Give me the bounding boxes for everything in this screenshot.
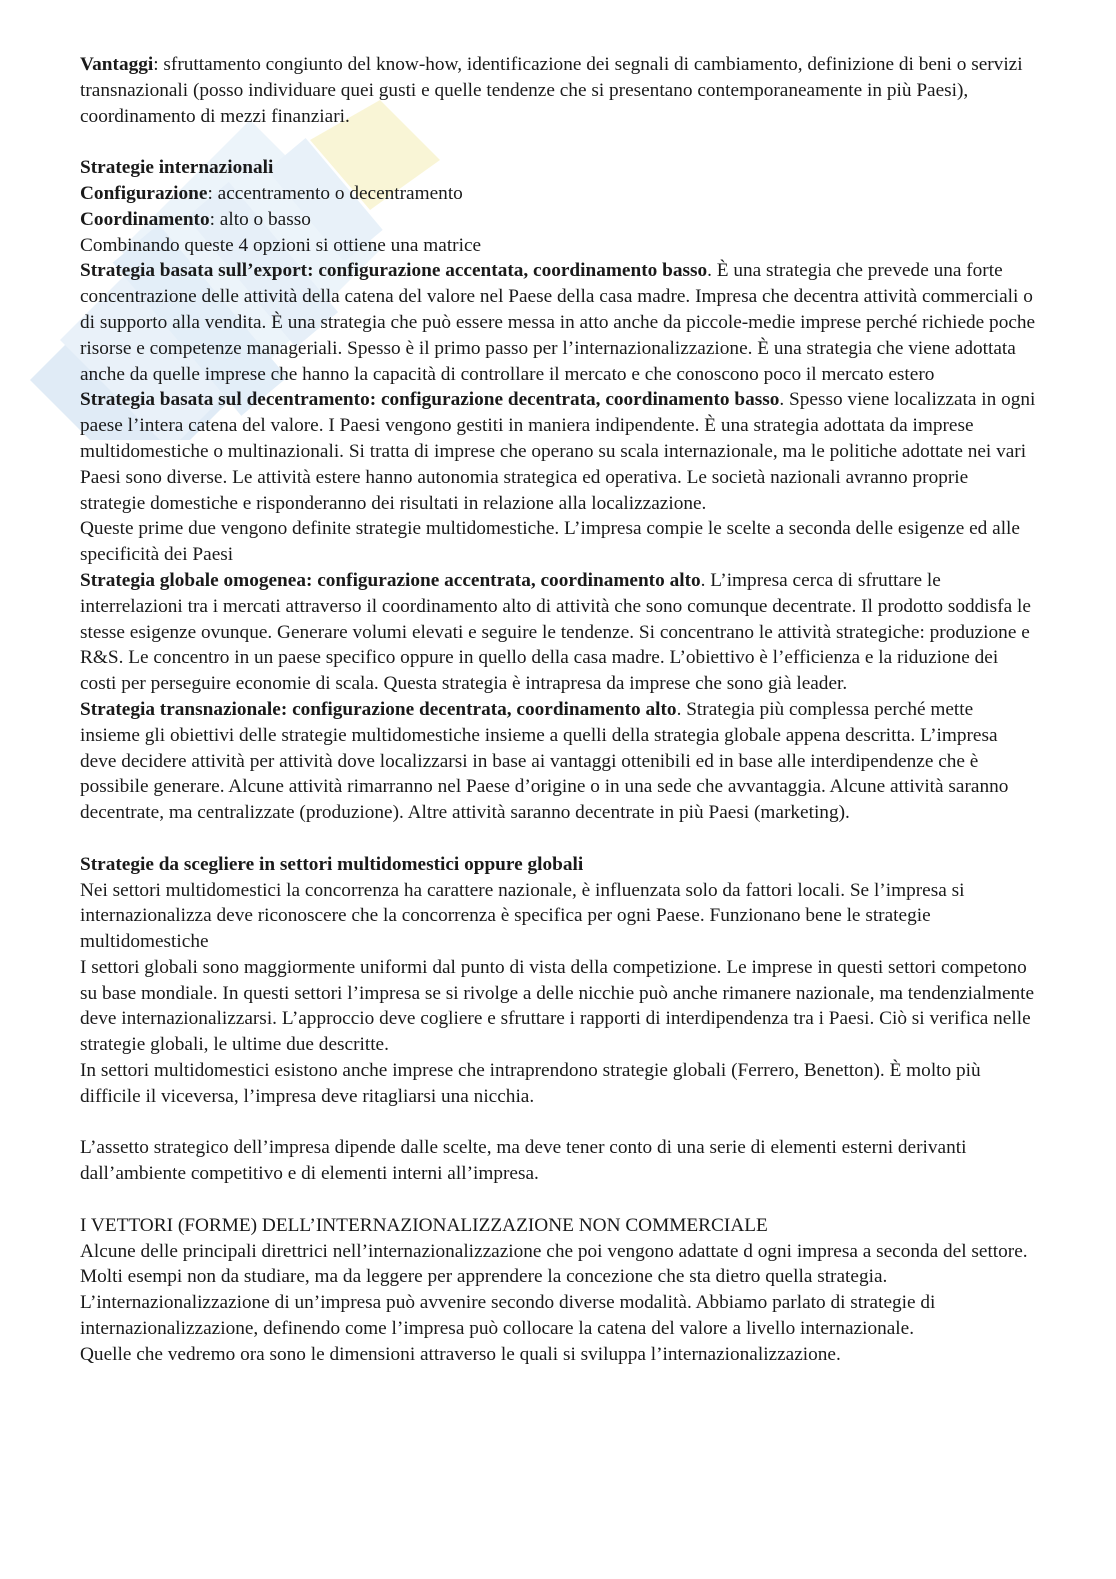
configurazione-line: [80, 181, 1036, 207]
globale-label: Strategia globale omogenea: configurazione accentrata, coordinamento alto: [80, 569, 701, 591]
vettori-paragraph-2: L’internazionalizzazione di un’impresa può avvenire secondo diverse modalità. Abbiamo parlato di strategie di internazionalizzazione, definendo come l’impresa può collocare la catena del valore a livello internazionale.: [80, 1292, 936, 1340]
decentramento-text: . Spesso viene localizzata in ogni paese l’intera catena del valore. I Paesi vengono gestiti in maniera indipendente. È una strategia adottata da imprese multidomestiche o multinazionali. Si tratta di imprese che operano su scala internazionale, ma le politiche adottate nei vari Paesi sono diverse. Le attività estere hanno autonomia strategica ed operativa. Le società nazionali avranno proprie strategie domestiche e risponderanno dei risultati in relazione alla localizzazione.: [80, 389, 1036, 514]
multidomestiche-paragraph: Queste prime due vengono definite strategie multidomestiche. L’impresa compie le scelte a seconda delle esigenze ed alle specificità dei Paesi: [80, 518, 1020, 566]
coordinamento-label: Coordinamento: [80, 208, 210, 230]
export-text: . È una strategia che prevede una forte concentrazione delle attività della catena del valore nel Paese della casa madre. Impresa che decentra attività commerciali o di supporto alla vendita. È una strategia che può essere messa in atto anche da piccole-medie imprese perché richiede poche risorse e competenze manageriali. Spesso è il primo passo per l’internazionalizzazione. È una strategia che viene adottata anche da quelle imprese che hanno la capacità di controllare il mercato e che conoscono poco il mercato estero: [80, 260, 1036, 385]
export-paragraph: [80, 258, 1036, 387]
vantaggi-text: : sfruttamento congiunto del know-how, identificazione dei segnali di cambiamento, definizione di beni o servizi transnazionali (posso individuare quei gusti e quelle tendenze che si presentano contemporaneamente in più Paesi), coordinamento di mezzi finanziari.: [80, 54, 1023, 127]
assetto-paragraph: L’assetto strategico dell’impresa dipende dalle scelte, ma deve tener conto di una serie di elementi esterni derivanti dall’ambiente competitivo e di elementi interni all’impresa.: [80, 1137, 967, 1185]
vettori-paragraph-1: Alcune delle principali direttrici nell’internazionalizzazione che poi vengono adattate d ogni impresa a seconda del settore. Molti esempi non da studiare, ma da leggere per apprendere la concezione che sta dietro quella strategia.: [80, 1240, 1028, 1288]
vantaggi-paragraph: [80, 52, 1036, 129]
transnazionale-text: . Strategia più complessa perché mette insieme gli obiettivi delle strategie multidomestiche insieme a quelli della strategia globale appena descritta. L’impresa deve decidere attività per attività dove localizzarsi in base ai vantaggi ottenibili ed in base alle interdipendenze che è possibile generare. Alcune attività rimarranno nel Paese d’origine o in una sede che avvantaggia. Alcune attività saranno decentrate, ma centralizzate (produzione). Altre attività saranno decentrate in più Paesi (marketing).: [80, 698, 1009, 824]
section-heading-vettori: I VETTORI (FORME) DELL’INTERNAZIONALIZZAZIONE NON COMMERCIALE: [80, 1214, 768, 1236]
document-page: [80, 52, 1036, 1368]
spacer: [80, 1187, 1036, 1213]
transnazionale-paragraph: [80, 697, 1036, 826]
section-heading-strategie-internazionali: Strategie internazionali: [80, 157, 274, 179]
globale-paragraph: [80, 568, 1036, 697]
vettori-paragraph-3: Quelle che vedremo ora sono le dimensioni attraverso le quali si sviluppa l’internazionalizzazione.: [80, 1343, 841, 1365]
configurazione-text: : accentramento o decentramento: [207, 182, 463, 204]
spacer: [80, 1110, 1036, 1136]
section-heading-settori: Strategie da scegliere in settori multidomestici oppure globali: [80, 853, 584, 875]
settori-paragraph-3: In settori multidomestici esistono anche imprese che intraprendono strategie globali (Ferrero, Benetton). È molto più difficile il viceversa, l’impresa deve ritagliarsi una nicchia.: [80, 1060, 981, 1107]
coordinamento-line: [80, 207, 1036, 233]
spacer: [80, 826, 1036, 852]
decentramento-label: Strategia basata sul decentramento: configurazione decentrata, coordinamento basso: [80, 389, 780, 411]
vantaggi-label: Vantaggi: [80, 54, 154, 75]
matrice-line: Combinando queste 4 opzioni si ottiene una matrice: [80, 234, 482, 256]
export-label: Strategia basata sull’export: configurazione accentata, coordinamento basso: [80, 260, 708, 282]
coordinamento-text: : alto o basso: [209, 208, 311, 230]
transnazionale-label: Strategia transnazionale: configurazione decentrata, coordinamento alto: [80, 698, 677, 720]
globale-text: . L’impresa cerca di sfruttare le interrelazioni tra i mercati attraverso il coordinamento alto di attività che sono comunque decentrate. Il prodotto soddisfa le stesse esigenze ovunque. Generare volumi elevati e seguire le tendenze. Si concentrano le attività strategiche: produzione e R&S. Le concentro in un paese specifico oppure in quello della casa madre. L’obiettivo è l’efficienza e la riduzione dei costi per perseguire economie di scala. Questa strategia è intrapresa da imprese che sono già leader.: [80, 569, 1031, 695]
spacer: [80, 129, 1036, 155]
settori-paragraph-1: Nei settori multidomestici la concorrenza ha carattere nazionale, è influenzata solo da fattori locali. Se l’impresa si internazionalizza deve riconoscere che la concorrenza è specifica per ogni Paese. Funzionano bene le strategie multidomestiche: [80, 879, 965, 953]
settori-paragraph-2: I settori globali sono maggiormente uniformi dal punto di vista della competizione. Le imprese in questi settori competono su base mondiale. In questi settori l’impresa se si rivolge a delle nicchie può anche rimanere nazionale, ma tendenzialmente deve internazionalizzarsi. L’approccio deve cogliere e sfruttare i rapporti di interdipendenza tra i Paesi. Ciò si verifica nelle strategie globali, le ultime due descritte.: [80, 956, 1035, 1056]
configurazione-label: Configurazione: [80, 182, 208, 204]
decentramento-paragraph: [80, 387, 1036, 516]
